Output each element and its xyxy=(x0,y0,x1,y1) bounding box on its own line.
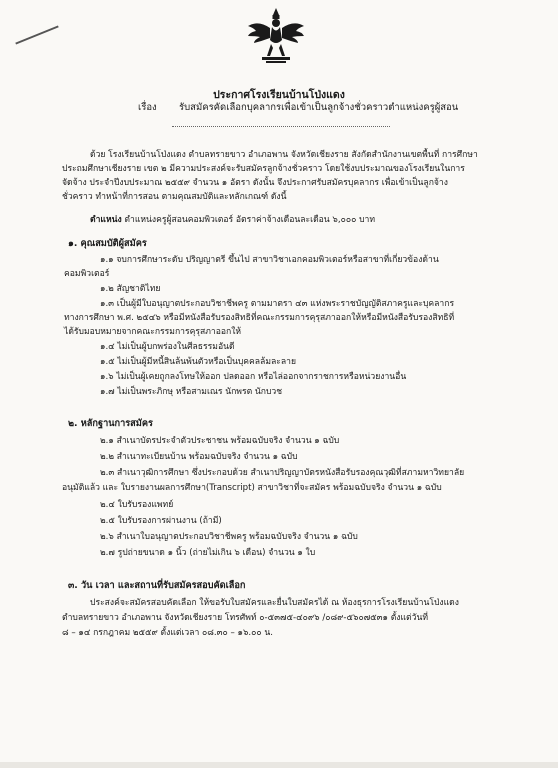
dotted-divider xyxy=(172,126,390,127)
garuda-emblem-icon xyxy=(244,6,308,64)
intro-line-3: จัดจ้าง ประจำปีงบประมาณ ๒๕๕๙ จำนวน ๑ อัตรา ดังนั้น จึงประกาศรับสมัครบุคลากร เพื่อเข้าเป็นลูกจ้าง xyxy=(62,178,448,188)
sec3-line-3: ๘ – ๑๔ กรกฎาคม ๒๕๕๙ ตั้งแต่เวลา ๐๘.๓๐ – ๑๖.๐๐ น. xyxy=(62,628,273,638)
subject-label: เรื่อง xyxy=(138,102,157,113)
position-label: ตำแหน่ง xyxy=(90,215,122,225)
sec2-line-5: ๒.๔ ใบรับรองแพทย์ xyxy=(100,500,174,510)
sec2-line-4: อนุมัติแล้ว และ ใบรายงานผลการศึกษา(Transcript) สาขาวิชาที่จะสมัคร พร้อมฉบับจริง จำนวน ๑ ฉบับ xyxy=(62,483,442,493)
sec1-line-2: คอมพิวเตอร์ xyxy=(64,269,110,279)
sec1-line-4: ๑.๓ เป็นผู้มีใบอนุญาตประกอบวิชาชีพครู ตามมาตรา ๔๓ แห่งพระราชบัญญัติสภาครูและบุคลากร xyxy=(100,299,455,309)
sec1-line-10: ๑.๗ ไม่เป็นพระภิกษุ หรือสามเณร นักพรต นักบวช xyxy=(100,387,283,397)
subject-text: รับสมัครคัดเลือกบุคลากรเพื่อเข้าเป็นลูกจ้างชั่วคราวตำแหน่งครูผู้สอน xyxy=(179,102,459,113)
subject-line xyxy=(138,100,458,115)
intro-line-1: ด้วย โรงเรียนบ้านโป่งแดง ตำบลทรายขาว อำเภอพาน จังหวัดเชียงราย สังกัดสำนักงานเขตพื้นที่ การศึกษา xyxy=(90,150,478,160)
sec2-line-6: ๒.๕ ใบรับรองการผ่านงาน (ถ้ามี) xyxy=(100,516,222,526)
position-line xyxy=(90,215,375,226)
sec1-line-7: ๑.๔ ไม่เป็นผู้บกพร่องในศีลธรรมอันดี xyxy=(100,342,235,352)
sec2-line-1: ๒.๑ สำเนาบัตรประจำตัวประชาชน พร้อมฉบับจริง จำนวน ๑ ฉบับ xyxy=(100,436,340,446)
sec1-line-6: ได้รับมอบหมายจากคณะกรรมการคุรุสภาออกให้ xyxy=(64,327,242,337)
position-text: ตำแหน่งครูผู้สอนคอมพิวเตอร์ อัตราค่าจ้างเดือนละเดือน ๖,๐๐๐ บาท xyxy=(124,215,376,225)
sec2-line-3: ๒.๓ สำเนาวุฒิการศึกษา ซึ่งประกอบด้วย สำเนาปริญญาบัตรหนังสือรับรองคุณวุฒิที่สภามหาวิทยาลัย xyxy=(100,468,465,478)
sec1-line-8: ๑.๕ ไม่เป็นผู้มีหนี้สินล้นพ้นตัวหรือเป็นบุคคลล้มละลาย xyxy=(100,357,296,367)
sec1-line-1: ๑.๑ จบการศึกษาระดับ ปริญญาตรี ขึ้นไป สาขาวิชาเอกคอมพิวเตอร์หรือสาขาที่เกี่ยวข้องด้าน xyxy=(100,255,439,265)
sec2-line-8: ๒.๗ รูปถ่ายขนาด ๑ นิ้ว (ถ่ายไม่เกิน ๖ เดือน) จำนวน ๑ ใบ xyxy=(100,548,316,558)
sec1-line-5: ทางการศึกษา พ.ศ. ๒๕๔๖ หรือมีหนังสือรับรองสิทธิที่คณะกรรมการคุรุสภาออกให้หรือมีหนังสือรับรองสิทธิที่ xyxy=(64,313,455,323)
sec2-line-2: ๒.๒ สำเนาทะเบียนบ้าน พร้อมฉบับจริง จำนวน ๑ ฉบับ xyxy=(100,452,298,462)
sec1-line-9: ๑.๖ ไม่เป็นผู้เคยถูกลงโทษให้ออก ปลดออก หรือไล่ออกจากราชการหรือหน่วยงานอื่น xyxy=(100,372,407,382)
sec3-line-2: ตำบลทรายขาว อำเภอพาน จังหวัดเชียงราย โทรศัพท์ ๐-๕๓๗๕-๔๐๙๖ /๐๘๙-๕๖๐๗๕๓๑ ตั้งแต่วันที่ xyxy=(62,613,428,623)
section-1-title: ๑. คุณสมบัติผู้สมัคร xyxy=(68,238,147,249)
sec3-line-1: ประสงค์จะสมัครสอบคัดเลือก ให้ขอรับใบสมัครและยื่นใบสมัครได้ ณ ห้องธุรการโรงเรียนบ้านโป่งแดง xyxy=(90,598,459,608)
announcement-title: ประกาศโรงเรียนบ้านโป่งแดง xyxy=(213,89,345,101)
sec2-line-7: ๒.๖ สำเนาใบอนุญาตประกอบวิชาชีพครู พร้อมฉบับจริง จำนวน ๑ ฉบับ xyxy=(100,532,358,542)
pen-mark xyxy=(15,25,58,44)
intro-line-2: ประถมศึกษาเชียงราย เขต ๒ มีความประสงค์จะรับสมัครลูกจ้างชั่วคราว โดยใช้งบประมาณของโรงเรียนในการ xyxy=(62,164,465,174)
intro-line-4: ชั่วคราว ทำหน้าที่การสอน ตามคุณสมบัติและหลักเกณฑ์ ดังนี้ xyxy=(62,192,287,202)
sec1-line-3: ๑.๒ สัญชาติไทย xyxy=(100,284,161,294)
section-3-title: ๓. วัน เวลา และสถานที่รับสมัครสอบคัดเลือก xyxy=(68,580,246,591)
page-bottom-edge xyxy=(0,762,558,768)
section-2-title: ๒. หลักฐานการสมัคร xyxy=(68,418,153,429)
